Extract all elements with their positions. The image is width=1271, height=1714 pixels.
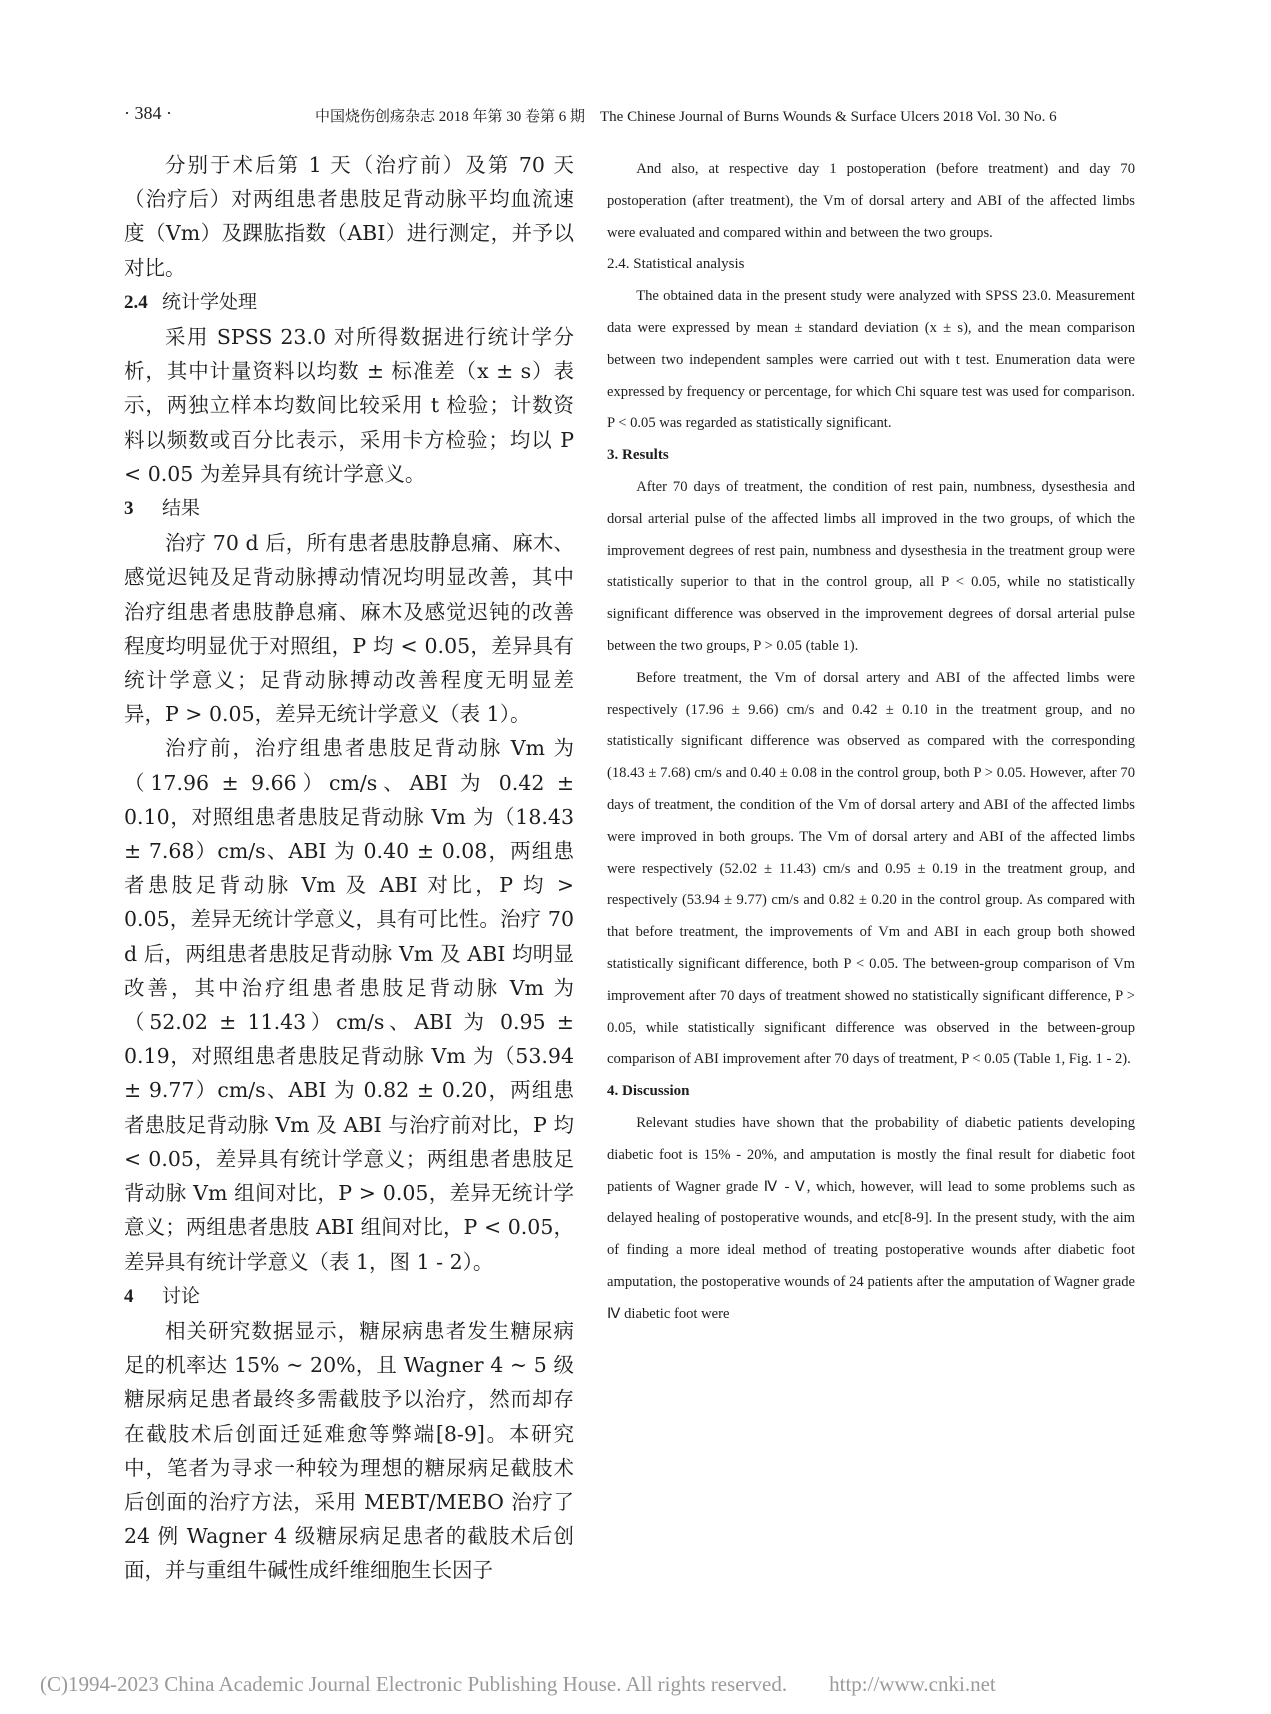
cn-heading-number: 2.4 (124, 291, 148, 313)
page-header (0, 103, 1271, 133)
cn-paragraph-results-2: 治疗前，治疗组患者患肢足背动脉 Vm 为（17.96 ± 9.66）cm/s、ABI 为 0.42 ± 0.10，对照组患者患肢足背动脉 Vm 为（18.43 ± 7.68）cm/s、ABI 为 0.40 ± 0.08，两组患者患肢足背动脉 Vm 及 ABI 对比，P 均 > 0.05，差异无统计学意义，具有可比性。治疗 70 d 后，两组患者患肢足背动脉 Vm 及 ABI 均明显改善，其中治疗组患者患肢足背动脉 Vm 为（52.02 ± 11.43）cm/s、ABI 为 0.95 ± 0.19，对照组患者患肢足背动脉 Vm 为（53.94 ± 9.77）cm/s、ABI 为 0.82 ± 0.20，两组患者患肢足背动脉 Vm 及 ABI 与治疗前对比，P 均 < 0.05，差异具有统计学意义；两组患者患肢足背动脉 Vm 组间对比，P > 0.05，差异无统计学意义；两组患者患肢 ABI 组间对比，P < 0.05，差异具有统计学意义（表 1，图 1 - 2）。 (124, 736, 574, 1274)
cn-heading-number: 4 (124, 1285, 134, 1307)
cn-paragraph-statistics: 采用 SPSS 23.0 对所得数据进行统计学分析，其中计量资料以均数 ± 标准差（x ± s）表示，两独立样本均数间比较采用 t 检验；计数资料以频数或百分比表示，采用卡方检验；均以 P < 0.05 为差异具有统计学意义。 (124, 325, 574, 486)
en-paragraph-results-1: After 70 days of treatment, the condition of rest pain, numbness, dysesthesia and dorsal arterial pulse of the affected limbs all improved in the two groups, of which the improvement degrees of rest pain, numbness and dysesthesia in the treatment group were statistically superior to that in the control group, all P < 0.05, while no statistically significant difference was observed in the improvement degrees of dorsal arterial pulse between the two groups, P > 0.05 (table 1). (607, 478, 1135, 654)
en-heading-statistics: 2.4. Statistical analysis (607, 256, 745, 273)
en-paragraph-statistics: The obtained data in the present study were analyzed with SPSS 23.0. Measurement data were expressed by mean ± standard deviation (x ± s), and the mean comparison between two independent samples were carried out with t test. Enumeration data were expressed by frequency or percentage, for which Chi square test was used for comparison. P < 0.05 was regarded as statistically significant. (607, 288, 1135, 432)
cn-heading-text: 统计学处理 (162, 290, 258, 313)
running-head: 中国烧伤创疡杂志 2018 年第 30 卷第 6 期 The Chinese Journal of Burns Wounds & Surface Ulcers 2018 Vol. 30 No. 6 (315, 109, 1057, 125)
cn-heading-number: 3 (124, 498, 134, 520)
cn-paragraph-results-1: 治疗 70 d 后，所有患者患肢静息痛、麻木、感觉迟钝及足背动脉搏动情况均明显改善，其中治疗组患者患肢静息痛、麻木及感觉迟钝的改善程度均明显优于对照组，P 均 < 0.05，差异具有统计学意义；足背动脉搏动改善程度无明显差异，P > 0.05，差异无统计学意义（表 1）。 (124, 531, 574, 727)
chinese-column (124, 148, 574, 1588)
cn-paragraph-discussion: 相关研究数据显示，糖尿病患者发生糖尿病足的机率达 15% ~ 20%，且 Wagner 4 ~ 5 级糖尿病足患者最终多需截肢予以治疗，然而却存在截肢术后创面迁延难愈等弊端[8-9]。本研究中，笔者为寻求一种较为理想的糖尿病足截肢术后创面的治疗方法，采用 MEBT/MEBO 治疗了 24 例 Wagner 4 级糖尿病足患者的截肢术后创面，并与重组牛碱性成纤维细胞生长因子 (124, 1318, 574, 1583)
cn-heading-discussion (124, 1279, 574, 1314)
en-paragraph-intro: And also, at respective day 1 postoperation (before treatment) and day 70 postoperation (after treatment), the Vm of dorsal artery and ABI of the affected limbs were evaluated and compared within and between the two groups. (607, 161, 1135, 241)
cn-heading-text: 讨论 (162, 1284, 201, 1307)
cn-heading-statistics (124, 285, 574, 320)
en-heading-discussion: 4. Discussion (607, 1083, 690, 1100)
en-paragraph-discussion: Relevant studies have shown that the probability of diabetic patients developing diabetic foot is 15% - 20%, and amputation is mostly the final result for diabetic foot patients of Wagner grade Ⅳ - Ⅴ, which, however, will lead to some problems such as delayed healing of postoperative wounds, and etc[8-9]. In the present study, with the aim of finding a more ideal method of treating postoperative wounds after diabetic foot amputation, the postoperative wounds of 24 patients after the amputation of Wagner grade Ⅳ diabetic foot were (607, 1114, 1135, 1322)
en-paragraph-results-2: Before treatment, the Vm of dorsal artery and ABI of the affected limbs were respectively (17.96 ± 9.66) cm/s and 0.42 ± 0.10 in the treatment group, and no statistically significant difference was observed as compared with the corresponding (18.43 ± 7.68) cm/s and 0.40 ± 0.08 in the control group, both P > 0.05. However, after 70 days of treatment, the condition of the Vm of dorsal artery and ABI of the affected limbs were improved in both groups. The Vm of dorsal artery and ABI of the affected limbs were respectively (52.02 ± 11.43) cm/s and 0.95 ± 0.19 in the treatment group, and respectively (53.94 ± 9.77) cm/s and 0.82 ± 0.20 in the control group. As compared with that before treatment, the improvements of Vm and ABI in each group both showed statistically significant difference, both P < 0.05. The between-group comparison of Vm improvement after 70 days of treatment showed no statistically significant difference, P > 0.05, while statistically significant difference was observed in the between-group comparison of ABI improvement after 70 days of treatment, P < 0.05 (Table 1, Fig. 1 - 2). (607, 669, 1135, 1068)
cn-heading-text: 结果 (162, 497, 201, 520)
en-heading-results: 3. Results (607, 447, 669, 464)
page-number: · 384 · (124, 103, 172, 123)
english-column (607, 154, 1135, 1330)
cn-paragraph-intro: 分别于术后第 1 天（治疗前）及第 70 天（治疗后）对两组患者患肢足背动脉平均血流速度（Vm）及踝肱指数（ABI）进行测定，并予以对比。 (124, 153, 574, 280)
cn-heading-results (124, 491, 574, 526)
copyright-footer: (C)1994-2023 China Academic Journal Electronic Publishing House. All rights reserved. http://www.cnki.net (40, 1672, 996, 1696)
